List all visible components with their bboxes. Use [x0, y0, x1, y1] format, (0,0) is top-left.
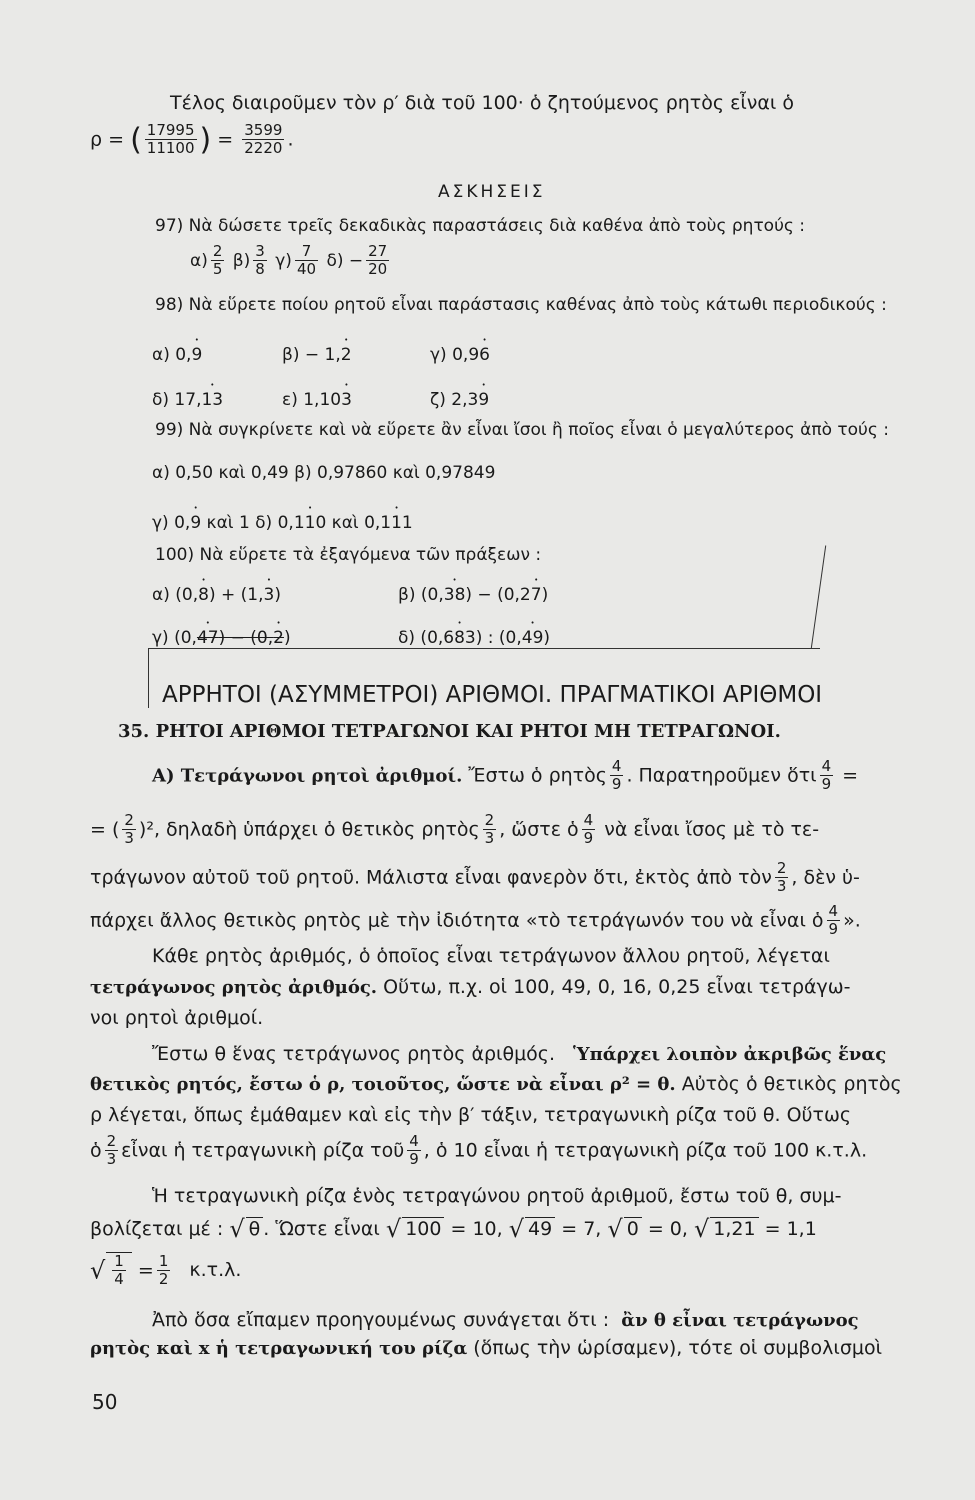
- exercise-98-row2: [152, 390, 223, 410]
- fraction: [157, 1253, 171, 1289]
- item-d: καὶ 1 δ) 0,: [201, 513, 294, 533]
- exercise-97: 97) Νὰ δώσετε τρεῖς δεκαδικὰς παραστάσεις διὰ καθένα ἀπὸ τοὺς ρητούς :: [155, 216, 806, 236]
- sqrt-icon: √: [229, 1215, 245, 1243]
- bold-term: ἂν θ εἶναι τετράγωνος: [621, 1310, 859, 1331]
- exercise-98-row1-b: [282, 345, 352, 365]
- repeating-digit: • 6: [479, 345, 490, 365]
- text: νὰ εἶναι ἴσος μὲ τὸ τε-: [598, 818, 820, 841]
- denominator: 9: [583, 829, 594, 848]
- denominator: 9: [828, 920, 839, 939]
- numerator: 17995: [146, 121, 195, 139]
- sqrt-icon: √: [508, 1215, 525, 1243]
- text: = 1,1: [758, 1218, 817, 1240]
- text: , δὲν ὑ-: [791, 866, 860, 889]
- denominator: 3: [124, 829, 134, 848]
- bold-term: ρητὸς καὶ x ἡ τετραγωνική του ρίζα: [90, 1338, 468, 1359]
- item-b: β) − 1,: [282, 345, 341, 365]
- repeating-digits: • 111: [380, 513, 412, 533]
- sqrt-icon: √: [693, 1215, 710, 1243]
- text: Αὐτὸς ὁ θετικὸς ρητὸς: [675, 1073, 902, 1095]
- numerator: 4: [611, 757, 622, 775]
- connector: καὶ 0,: [326, 513, 381, 533]
- text: ) − (0,2: [465, 585, 531, 605]
- page-number: 50: [92, 1390, 118, 1414]
- fraction: [582, 812, 596, 848]
- rho-eq: ρ =: [90, 128, 125, 151]
- repeating-digits: • 49: [522, 628, 544, 648]
- para-a-line1: [152, 758, 858, 794]
- para-c-line4: [90, 1133, 867, 1169]
- para-b-line2: [90, 976, 851, 998]
- para-e-line1: [152, 1309, 859, 1331]
- item-g: γ) 0,9: [430, 345, 480, 365]
- exercise-100-row2-d: [398, 628, 550, 648]
- bold-term: θετικὸς ρητός, ἔστω ὁ ρ, τοιοῦτος, ὥστε νὰ εἶναι ρ² = θ.: [90, 1074, 676, 1095]
- para-b-line1: Κάθε ρητὸς ἀριθμός, ὁ ὁποῖος εἶναι τετράγωνον ἄλλου ρητοῦ, λέγεται: [152, 945, 830, 967]
- paren-open: (: [130, 122, 142, 158]
- denominator: 4: [114, 1270, 124, 1289]
- text: = (: [90, 818, 120, 841]
- numerator: 4: [821, 757, 832, 775]
- text: . Ὥστε εἶναι: [263, 1218, 380, 1240]
- text: κ.τ.λ.: [189, 1259, 242, 1282]
- numerator: 27: [368, 242, 388, 260]
- bold-term: Ὑπάρχει λοιπὸν ἀκριβῶς ἕνας: [572, 1044, 887, 1065]
- text: = 0,: [641, 1218, 688, 1240]
- fraction: [610, 758, 624, 794]
- exercise-100-row1-b: [398, 585, 548, 605]
- numerator: 4: [409, 1132, 419, 1150]
- para-a-line2: [90, 812, 819, 848]
- radicand: 0: [624, 1217, 642, 1240]
- text: Οὕτω, π.χ. οἱ 100, 49, 0, 16, 0,25 εἶναι τετράγω-: [377, 976, 851, 998]
- text: δ) (0,: [398, 628, 444, 648]
- sqrt-icon: √: [90, 1256, 106, 1285]
- text: , ὥστε ὁ: [499, 818, 579, 841]
- para-c-line3: ρ λέγεται, ὅπως ἐμάθαμεν καὶ εἰς τὴν β′ τάξιν, τετραγωνικὴ ρίζα τοῦ θ. Οὕτως: [90, 1104, 852, 1126]
- item-a: α) 0,: [152, 345, 192, 365]
- fraction: [775, 860, 789, 896]
- text: ): [283, 628, 291, 648]
- fraction: [407, 1133, 421, 1169]
- item-z: ζ) 2,3: [430, 390, 479, 410]
- text: )²: [138, 818, 154, 841]
- denominator: 5: [212, 260, 223, 279]
- label-g: γ): [275, 250, 292, 271]
- repeating-digit: • 3: [341, 390, 352, 410]
- text: πάρχει ἄλλος θετικὸς ρητὸς μὲ τὴν ἰδιότητα «τὸ τετράγωνόν του νὰ εἶναι ὁ: [90, 909, 824, 932]
- radicand: 1,21: [710, 1217, 758, 1240]
- sqrt-icon: √: [607, 1215, 623, 1243]
- label-b: β): [232, 250, 251, 271]
- text: = 7,: [555, 1218, 602, 1240]
- radicand: 100: [402, 1217, 444, 1240]
- numerator: 2: [124, 811, 134, 829]
- bold-term: Α) Τετράγωνοι ρητοὶ ἀριθμοί.: [152, 765, 463, 787]
- exercises-heading: ΑΣΚΗΣΕΙΣ: [438, 182, 546, 202]
- para-d-line1: Ἡ τετραγωνικὴ ρίζα ἑνὸς τετραγώνου ρητοῦ ἀριθμοῦ, ἔστω τοῦ θ, συμ-: [152, 1185, 842, 1207]
- item-e: ε) 1,10: [282, 390, 342, 410]
- text: Ἔστω ὁ ρητὸς: [462, 764, 607, 787]
- exercise-98-row2-e: [282, 390, 352, 410]
- text: ὁ: [90, 1139, 102, 1162]
- text: = 10,: [444, 1218, 503, 1240]
- text: τράγωνον αὐτοῦ τοῦ ρητοῦ. Μάλιστα εἶναι φανερὸν ὅτι, ἐκτὸς ἀπὸ τὸν: [90, 866, 772, 889]
- text: , ὁ 10 εἶναι ἡ τετραγωνικὴ ρίζα τοῦ 100 κ.τ.λ.: [423, 1139, 868, 1162]
- numerator: 3: [255, 242, 265, 260]
- label-a: α): [190, 250, 208, 271]
- fraction: [242, 122, 284, 158]
- numerator: 2: [106, 1132, 117, 1150]
- repeating-digits: • 683: [443, 628, 475, 648]
- text: ): [541, 585, 549, 605]
- exercise-97-fractions: [190, 243, 392, 279]
- denominator: 40: [296, 260, 317, 279]
- item-d: δ) 17,: [152, 390, 202, 410]
- exercise-98-row1-g: [430, 345, 490, 365]
- text: ) − (0,: [218, 628, 274, 648]
- para-c-line2: [90, 1073, 902, 1095]
- item-g: γ) 0,: [152, 513, 191, 533]
- denominator: 3: [484, 829, 495, 848]
- para-a-line3: [90, 860, 860, 896]
- text: ): [274, 585, 281, 605]
- denominator: 9: [611, 775, 622, 794]
- hand-line: [811, 545, 826, 648]
- text: ) : (0,: [475, 628, 522, 648]
- numerator: 2: [484, 811, 495, 829]
- exercise-98-row1: [152, 345, 202, 365]
- repeating-digit: • 3: [263, 585, 274, 605]
- exercise-100: 100) Νὰ εὕρετε τὰ ἐξαγόμενα τῶν πράξεων :: [155, 545, 542, 565]
- denominator: 2: [158, 1270, 169, 1289]
- fraction: [105, 1133, 119, 1169]
- numerator: 4: [828, 902, 839, 920]
- period: .: [287, 128, 294, 151]
- fraction: [253, 243, 267, 279]
- numerator: 4: [583, 811, 594, 829]
- text: εἶναι ἡ τετραγωνικὴ ρίζα τοῦ: [121, 1139, 405, 1162]
- repeating-digit: • 7: [531, 585, 542, 605]
- exercise-98: 98) Νὰ εὕρετε ποίου ρητοῦ εἶναι παράστασις καθένας ἀπὸ τοὺς κάτωθι περιοδικούς :: [155, 295, 887, 315]
- numerator: 1: [114, 1252, 124, 1270]
- fraction: [820, 758, 834, 794]
- repeating-digit: • 9: [191, 345, 202, 365]
- repeating-digit: • 2: [341, 345, 352, 365]
- repeating-digits: • 47: [197, 628, 219, 648]
- text: =: [836, 764, 859, 787]
- bold-term: τετράγωνος ρητὸς ἀριθμός.: [90, 977, 378, 998]
- para-e-line2: [90, 1337, 882, 1359]
- para-b-line3: νοι ρητοὶ ἀριθμοί.: [90, 1007, 264, 1029]
- fraction: [112, 1253, 126, 1289]
- exercise-100-row1-a: [152, 585, 281, 605]
- section-35-title: 35. ΡΗΤΟΙ ΑΡΙΘΜΟΙ ΤΕΤΡΑΓΩΝΟΙ ΚΑΙ ΡΗΤΟΙ ΜΗ ΤΕΤΡΑΓΩΝΟΙ.: [118, 721, 781, 742]
- hand-line: [148, 648, 820, 649]
- exercise-98-row2-z: [430, 390, 489, 410]
- label-d: δ) −: [326, 250, 364, 271]
- fraction: [366, 243, 389, 279]
- exercise-100-row2-g: [152, 628, 291, 648]
- text: . Παρατηροῦμεν ὅτι: [626, 764, 817, 787]
- repeating-digit: • 8: [198, 585, 209, 605]
- fraction: [211, 243, 225, 279]
- radicand: 49: [525, 1217, 555, 1240]
- intro-line: Τέλος διαιροῦμεν τὸν ρ′ διὰ τοῦ 100· ὁ ζητούμενος ρητὸς εἶναι ὁ: [170, 92, 794, 114]
- radicand: [106, 1252, 132, 1289]
- text: ».: [843, 909, 861, 932]
- exercise-99-row1: α) 0,50 καὶ 0,49 β) 0,97860 καὶ 0,97849: [152, 463, 496, 483]
- exercise-99: 99) Νὰ συγκρίνετε καὶ νὰ εὕρετε ἂν εἶναι ἴσοι ἢ ποῖος εἶναι ὁ μεγαλύτερος ἀπὸ τούς :: [155, 420, 889, 440]
- repeating-digits: • 38: [444, 585, 466, 605]
- text: ): [543, 628, 551, 648]
- text: , δηλαδὴ ὑπάρχει ὁ θετικὸς ρητὸς: [153, 818, 480, 841]
- para-a-line4: [90, 903, 861, 939]
- text: Ἔστω θ ἕνας τετράγωνος ρητὸς ἀριθμός.: [152, 1043, 555, 1065]
- numerator: 2: [212, 242, 223, 260]
- repeating-digits: • 110: [294, 513, 326, 533]
- para-d-line3: [90, 1252, 241, 1289]
- sqrt-icon: √: [385, 1215, 402, 1243]
- exercise-99-row2: [152, 513, 413, 533]
- repeating-digit: • 9: [478, 390, 489, 410]
- numerator: 2: [776, 859, 787, 877]
- numerator: 7: [295, 243, 318, 261]
- text: (ὅπως τὴν ὡρίσαμεν), τότε οἱ συμβολισμοὶ: [467, 1337, 883, 1359]
- repeating-digits: • 13: [201, 390, 223, 410]
- text: βολίζεται μέ :: [90, 1218, 224, 1240]
- repeating-digit: • 2: [273, 628, 284, 648]
- denominator: 2220: [244, 139, 283, 158]
- denominator: 8: [255, 260, 265, 279]
- numerator: 3599: [244, 121, 283, 139]
- text: γ) (0,: [152, 628, 197, 648]
- denominator: 9: [409, 1150, 419, 1169]
- text: Ἀπὸ ὅσα εἴπαμεν προηγουμένως συνάγεται ὅτι :: [152, 1309, 610, 1331]
- fraction: [295, 243, 318, 279]
- text: =: [131, 1259, 154, 1282]
- fraction: [145, 122, 197, 158]
- denominator: 11100: [146, 139, 195, 158]
- rho-formula: [90, 122, 293, 158]
- fraction: [122, 812, 136, 848]
- denominator: 9: [821, 775, 832, 794]
- denominator: 3: [106, 1150, 117, 1169]
- denominator: 3: [776, 877, 787, 896]
- hand-line: [148, 648, 149, 708]
- para-c-line1: [152, 1043, 886, 1065]
- repeating-digit: • 9: [190, 513, 201, 533]
- para-d-line2: [90, 1215, 817, 1243]
- fraction: [483, 812, 497, 848]
- text: β) (0,: [398, 585, 444, 605]
- paren-close: ): [199, 122, 212, 158]
- text: ) + (1,: [208, 585, 264, 605]
- numerator: 1: [158, 1252, 169, 1270]
- equals: =: [217, 128, 234, 151]
- text: α) (0,: [152, 585, 199, 605]
- fraction: [827, 903, 841, 939]
- chapter-title: ΑΡΡΗΤΟΙ (ΑΣΥΜΜΕΤΡΟΙ) ΑΡΙΘΜΟΙ. ΠΡΑΓΜΑΤΙΚΟΙ ΑΡΙΘΜΟΙ: [162, 682, 823, 708]
- radicand: θ: [246, 1217, 264, 1240]
- denominator: 20: [368, 260, 388, 279]
